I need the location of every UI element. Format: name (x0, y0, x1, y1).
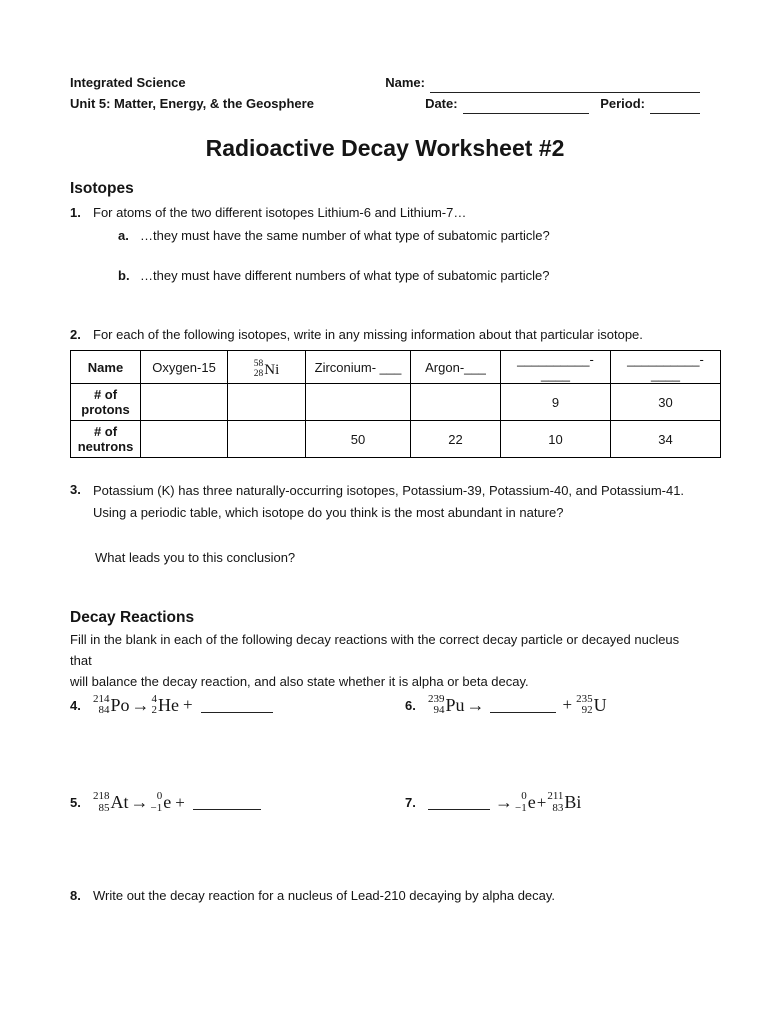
bismuth-symbol: Bi (564, 792, 582, 813)
column-header-name: Name (71, 351, 141, 384)
electron-prescripts (151, 791, 163, 813)
bismuth-mass: 211 (547, 790, 564, 803)
nickel-prescripts (254, 360, 264, 379)
question-1 (70, 203, 700, 222)
question-1a-text: …they must have the same number of what type of subatomic particle? (140, 228, 550, 243)
question-8-text: Write out the decay reaction for a nucleus of Lead-210 decaying by alpha decay. (93, 887, 556, 903)
question-3 (70, 480, 700, 524)
polonium-atomic: 84 (98, 704, 110, 717)
equation-7-answer-blank (428, 795, 490, 810)
isotopes-heading: Isotopes (70, 180, 134, 197)
protons-cell-argon (411, 384, 501, 421)
polonium-prescripts (93, 694, 110, 716)
astatine-mass: 218 (93, 790, 110, 803)
uranium-nuclide (576, 694, 607, 716)
question-5-number: 5. (70, 795, 81, 811)
equation-6-answer-blank (490, 698, 556, 713)
plus-symbol: + (183, 695, 193, 715)
neutrons-cell-nickel (228, 421, 306, 458)
column-header-nickel (228, 351, 306, 384)
protons-cell-oxygen (141, 384, 228, 421)
question-2-text: For each of the following isotopes, write in any missing information about that particular isotope. (93, 327, 643, 342)
polonium-mass: 214 (93, 693, 110, 705)
column-header-oxygen: Oxygen-15 (141, 351, 228, 384)
question-3-followup: What leads you to this conclusion? (95, 550, 296, 565)
unit-name: Unit 5: Matter, Energy, & the Geosphere (70, 96, 314, 111)
question-1b-text: …they must have different numbers of what type of subatomic particle? (140, 268, 550, 283)
protons-cell-blank-2: 30 (611, 384, 721, 421)
column-header-argon: Argon-___ (411, 351, 501, 384)
arrow-symbol: → (466, 694, 485, 715)
electron-symbol: e (163, 792, 172, 813)
question-1a (118, 226, 700, 245)
bismuth-nuclide (547, 791, 581, 813)
equation-5 (93, 791, 261, 813)
electron-nuclide (515, 791, 536, 813)
question-8-number: 8. (70, 887, 81, 903)
electron-atomic: −1 (515, 801, 527, 814)
table-header-row (71, 351, 721, 384)
nickel-atomic-number: 28 (253, 369, 264, 379)
question-1a-letter: a. (118, 228, 129, 243)
protons-cell-zirconium (306, 384, 411, 421)
plutonium-symbol: Pu (445, 694, 465, 715)
neutrons-cell-argon: 22 (411, 421, 501, 458)
question-1-text: For atoms of the two different isotopes Lithium-6 and Lithium-7… (93, 205, 467, 220)
date-blank-line (463, 101, 589, 114)
arrow-symbol: → (131, 694, 150, 715)
plutonium-nuclide (428, 694, 465, 716)
name-line (385, 72, 700, 93)
arrow-symbol: → (495, 792, 513, 813)
nickel-nuclide (254, 360, 280, 379)
question-2-number: 2. (70, 327, 81, 342)
neutrons-row-label: # of neutrons (71, 421, 141, 458)
protons-row-label: # of protons (71, 384, 141, 421)
astatine-symbol: At (110, 792, 129, 813)
helium-nuclide (152, 694, 180, 716)
decay-intro (70, 629, 700, 692)
course-name: Integrated Science (70, 75, 186, 90)
nickel-mass-number: 58 (253, 359, 264, 370)
plus-symbol: + (175, 792, 185, 812)
nickel-symbol: Ni (264, 361, 280, 378)
isotope-table (70, 350, 721, 458)
equations-row-2 (70, 791, 700, 813)
electron-mass: 0 (156, 790, 163, 803)
electron-prescripts (515, 791, 527, 813)
protons-cell-blank-1: 9 (501, 384, 611, 421)
question-2 (70, 325, 700, 344)
electron-nuclide (151, 791, 172, 813)
plus-symbol: + (562, 695, 573, 715)
question-1-number: 1. (70, 205, 81, 220)
neutrons-cell-zirconium: 50 (306, 421, 411, 458)
neutrons-cell-blank-1: 10 (501, 421, 611, 458)
name-label: Name: (385, 75, 425, 90)
electron-atomic: −1 (150, 801, 163, 814)
question-6 (405, 694, 607, 716)
electron-symbol: e (527, 792, 536, 813)
page-header (70, 72, 700, 114)
plus-symbol: + (536, 792, 547, 812)
arrow-symbol: → (130, 792, 149, 813)
question-1b-letter: b. (118, 268, 130, 283)
plutonium-prescripts (428, 694, 445, 716)
uranium-prescripts (576, 694, 593, 716)
equation-4-answer-blank (201, 698, 273, 713)
bismuth-atomic: 83 (552, 801, 564, 814)
decay-intro-line-2: will balance the decay reaction, and also state whether it is alpha or beta decay. (70, 674, 529, 689)
protons-row (71, 384, 721, 421)
question-7 (405, 791, 581, 813)
question-8 (70, 886, 700, 905)
neutrons-cell-oxygen (141, 421, 228, 458)
plutonium-mass: 239 (428, 693, 445, 705)
column-header-blank-2: __________- ____ (611, 351, 721, 384)
polonium-nuclide (93, 694, 130, 716)
column-header-zirconium: Zirconium- ___ (306, 351, 411, 384)
neutrons-cell-blank-2: 34 (611, 421, 721, 458)
header-left (70, 72, 314, 114)
question-3-text (93, 480, 700, 524)
helium-atomic: 2 (151, 704, 158, 717)
equation-4 (93, 694, 273, 716)
question-3-line-2: Using a periodic table, which isotope do you think is the most abundant in nature? (93, 505, 564, 520)
equation-5-answer-blank (193, 795, 261, 810)
date-period-line (385, 93, 700, 114)
helium-prescripts (152, 694, 158, 716)
polonium-symbol: Po (110, 694, 130, 715)
astatine-atomic: 85 (98, 801, 110, 814)
equation-6 (428, 694, 607, 716)
astatine-nuclide (93, 791, 129, 813)
astatine-prescripts (93, 791, 110, 813)
helium-mass: 4 (151, 693, 158, 705)
uranium-symbol: U (593, 694, 607, 715)
header-right (385, 72, 700, 114)
decay-reactions-heading: Decay Reactions (70, 609, 195, 626)
helium-symbol: He (158, 694, 180, 715)
electron-mass: 0 (521, 790, 527, 803)
date-label: Date: (425, 96, 458, 111)
question-4-number: 4. (70, 697, 81, 713)
period-blank-line (650, 101, 700, 114)
column-header-blank-1: __________- ____ (501, 351, 611, 384)
period-label: Period: (600, 96, 645, 111)
question-4 (70, 694, 405, 716)
neutrons-row (71, 421, 721, 458)
question-1b (118, 266, 700, 285)
uranium-mass: 235 (576, 693, 593, 705)
bismuth-prescripts (547, 791, 563, 813)
decay-intro-line-1: Fill in the blank in each of the following decay reactions with the correct decay particle or decayed nucleus that (70, 632, 680, 668)
plutonium-atomic: 94 (433, 704, 445, 717)
question-6-number: 6. (405, 697, 416, 713)
question-7-number: 7. (405, 795, 416, 811)
page-title: Radioactive Decay Worksheet #2 (205, 135, 565, 161)
question-3-line-1: Potassium (K) has three naturally-occurring isotopes, Potassium-39, Potassium-40, and Potassium-41. (93, 483, 685, 498)
protons-cell-nickel (228, 384, 306, 421)
equations-row-1 (70, 694, 700, 716)
question-3-number: 3. (70, 482, 81, 497)
equation-7 (428, 791, 581, 813)
uranium-atomic: 92 (581, 704, 593, 717)
name-blank-line (430, 80, 700, 93)
question-5 (70, 791, 405, 813)
